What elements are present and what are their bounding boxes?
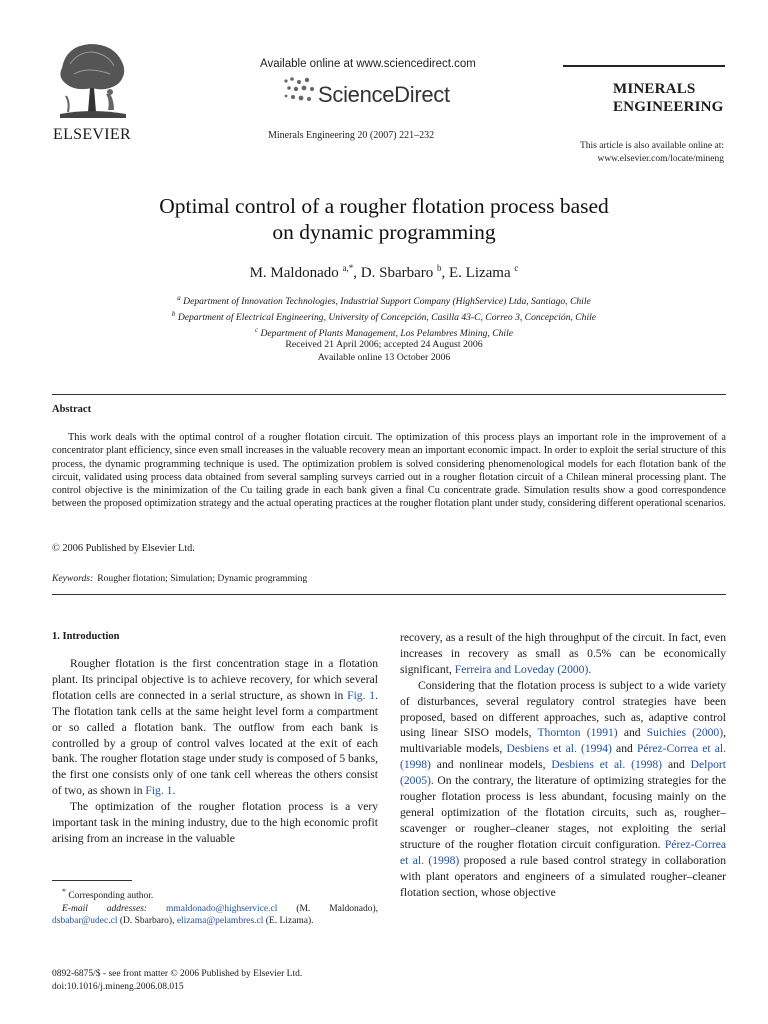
author-name: E. Lizama [449, 265, 511, 281]
header-rule [563, 65, 725, 67]
issn-line: 0892-6875/$ - see front matter © 2006 Published by Elsevier Ltd. [52, 969, 303, 979]
affiliation-line: $^b$ Department of Electrical Engineering, University of Concepción, Casilla 43-C, Correo 3, Concepción, Chile [171, 310, 597, 324]
doi-line: doi:10.1016/j.mineng.2006.08.015 [52, 982, 184, 992]
available-date: Available online 13 October 2006 [317, 352, 451, 363]
footnote-rule [52, 880, 132, 881]
citation-link[interactable]: Pérez-Correa et al. (1998) [400, 742, 726, 772]
affiliation-line: $^c$ Department of Plants Management, Los Pelambres Mining, Chile [254, 326, 514, 340]
citation-link[interactable]: Pérez-Correa et al. (1998) [400, 837, 726, 867]
author-affil-mark: b [437, 263, 442, 273]
abstract-bottom-rule [52, 594, 726, 595]
citation-link[interactable]: Ferreira and Loveday (2000) [454, 662, 589, 676]
author-name: D. Sbarbaro [360, 265, 434, 281]
abstract-heading: Abstract [52, 404, 92, 415]
keywords-text: Rougher flotation; Simulation; Dynamic programming [97, 573, 308, 584]
section-heading-introduction: 1. Introduction [52, 631, 120, 642]
received-date: Received 21 April 2006; accepted 24 August 2006 [285, 339, 483, 350]
affiliations [0, 292, 768, 341]
abstract-copyright: © 2006 Published by Elsevier Ltd. [52, 543, 195, 554]
article-dates [0, 338, 768, 364]
abstract-body: This work deals with the optimal control of a rougher flotation circuit. The optimization of this process plays an important role in the improvement of a concentrator plant efficiency, since even small increases in the valuable recovery mean an important economic impact. In order to exploit the serial structure of this process, the dynamic programming technique is used. The optimization problem is solved considering phenomenological models for each flotation bank of the circuit, validated using process data obtained from several sampling surveys carried out in a rougher flotation circuit of a Chilean mineral processing plant. The control objective is the minimization of the Cu tailing grade in each bank given a final Cu concentrate grade. Simulation results show a good correspondence between the proposed optimization strategy and the actual operating practices at the rougher flotation plant under study, considering different operational scenarios. [52, 432, 726, 510]
author-name: M. Maldonado [249, 265, 339, 281]
article-title: Optimal control of a rougher flotation process based on dynamic programming [159, 194, 609, 244]
figure-link[interactable]: Fig. 1 [347, 688, 376, 702]
citation-link[interactable]: Desbiens et al. (1998) [551, 758, 663, 772]
email-link[interactable]: elizama@pelambres.cl [176, 916, 264, 927]
citation-link[interactable]: Desbiens et al. (1994) [506, 742, 612, 756]
sciencedirect-wordmark: ScienceDirect [318, 82, 450, 107]
email-link[interactable]: mmaldonado@highservice.cl [165, 903, 278, 914]
body-column-right [400, 630, 726, 900]
paragraph: recovery, as a result of the high throughput of the circuit. In fact, even increases in recovery as small as 0.5% can be economically significant, Ferreira and Loveday (2000). [400, 631, 726, 676]
body-column-left [52, 656, 378, 847]
journal-url: www.elsevier.com/locate/mineng [597, 154, 724, 164]
keywords-label: Keywords: [52, 573, 94, 584]
figure-link[interactable]: Fig. 1 [145, 784, 173, 798]
keywords-line [52, 573, 307, 584]
affiliation-line: $^a$ Department of Innovation Technologies, Industrial Support Company (HighService) Ltda, Santiago, Chile [177, 294, 591, 308]
paragraph: Considering that the flotation process is subject to a wide variety of disturbances, several regulatory control strategies have been proposed, based on different approaches, such as, adaptive control using linear SISO models, Thornton (1991) and Suichies (2000), multivariable models, Desbiens et al. (1994) and Pérez-Correa et al. (1998) and nonlinear models, Desbiens et al. (1998) and Delport (2005). On the contrary, the literature of optimizing strategies for the rougher flotation process is less abundant, focusing mainly on the general optimization of the flotation circuits, such as, rougher–scavenger or rougher–cleaner stages, not exploiting the serial structure of the rougher flotation circuit configuration. Pérez-Correa et al. (1998) proposed a rule based control strategy in collaboration with plant operators and engineers of a simulated rougher–cleaner flotation section, whose objective [400, 678, 727, 899]
publisher-logo-text: ELSEVIER [53, 126, 131, 143]
imprint [52, 968, 302, 994]
journal-citation: Minerals Engineering 20 (2007) 221–232 [268, 130, 435, 141]
available-online-text: Available online at www.sciencedirect.com [260, 58, 476, 70]
author-affil-mark: c [514, 263, 519, 273]
online-availability-note: This article is also available online at: www.elsevier.com/locate/mineng [579, 141, 724, 164]
email-link[interactable]: dsbabar@udec.cl [52, 916, 118, 927]
elsevier-tree-logo [52, 38, 132, 124]
citation-link[interactable]: Suichies (2000) [646, 726, 724, 740]
abstract-top-rule [52, 394, 726, 395]
corresponding-author-label: Corresponding author. [68, 891, 154, 902]
journal-name: MINERALS ENGINEERING [613, 81, 724, 115]
paragraph: Rougher flotation is the first concentration stage in a flotation plant. Its principal objective is to achieve recovery, for which several flotation cells are connected in a serial structure, as shown in Fig. 1. The flotation tank cells at the same height level form a compartment or so called a flotation bank. The outflow from each bank is controlled by a group of control valves located at the exit of each bank. The rougher flotation stage under study is composed of 5 banks, the first one consists only of one tank cell whereas the others consist of two, as shown in Fig. 1. [52, 657, 378, 798]
author-list: M. Maldonado $^{a,*}$, D. Sbarbaro $^b$, E. Lizama $^c$ [249, 263, 519, 281]
paragraph: The optimization of the rougher flotation process is a very important task in the mining industry, due to the high economic profit arising from an increase in the valuable [52, 800, 378, 845]
author-affil-mark: a,* [342, 263, 354, 273]
sciencedirect-dots-icon [282, 76, 316, 106]
citation-link[interactable]: Thornton (1991) [537, 726, 618, 740]
footnote: * Corresponding author. E-mail addresses: mmaldonado@highservice.cl (M. Maldonado), dsbabar@udec.cl (D. Sbarbaro), elizama@pelambres.cl (E. Lizama). [52, 887, 378, 927]
citation-link[interactable]: Delport (2005) [400, 758, 726, 788]
email-label: E-mail addresses: [62, 903, 148, 914]
